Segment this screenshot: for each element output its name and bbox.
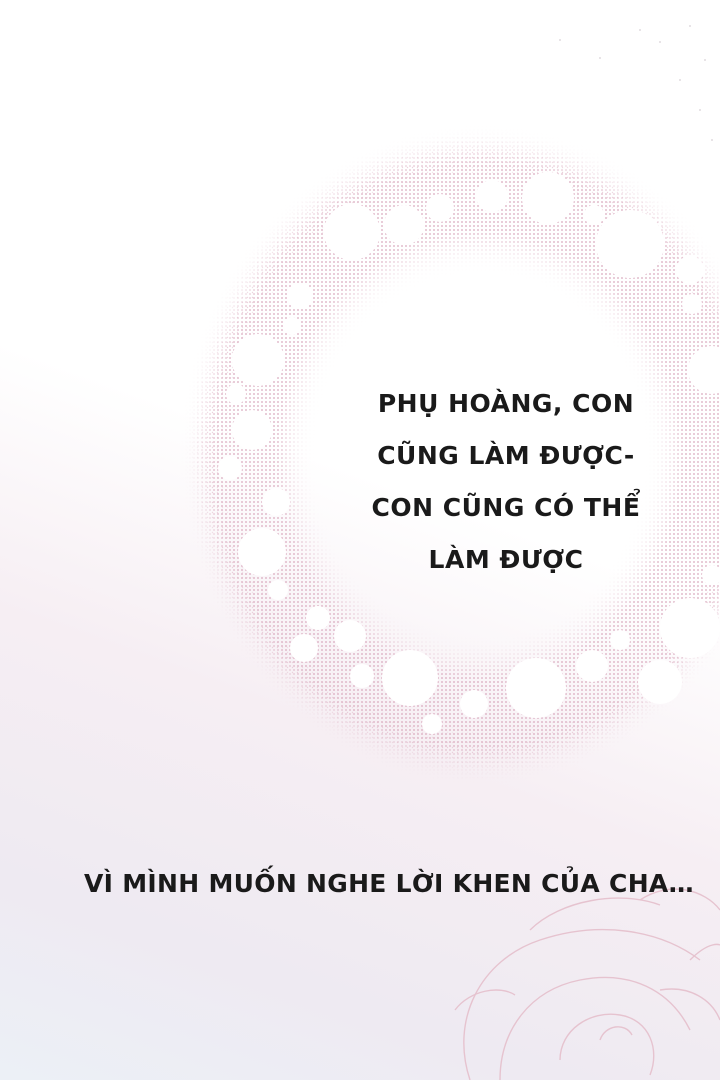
bubble-line-3: CON CŨNG CÓ THỂ [371,493,641,522]
narration-caption: VÌ MÌNH MUỐN NGHE LỜI KHEN CỦA CHA… [84,869,694,898]
bubble-line-1: PHỤ HOÀNG, CON [377,389,635,418]
bubble-line-2: CŨNG LÀM ĐƯỢC- [377,441,635,470]
speech-bubble-text [370,378,642,586]
bubble-line-4: LÀM ĐƯỢC [428,545,584,574]
